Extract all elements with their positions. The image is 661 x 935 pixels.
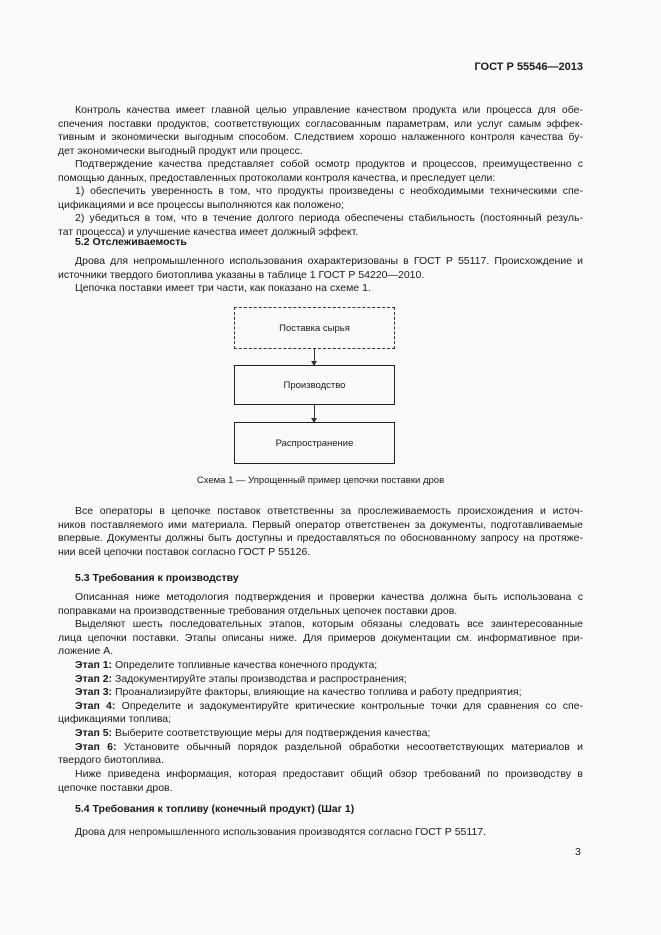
diagram-box-raw-supply	[234, 307, 395, 349]
paragraph	[58, 255, 583, 282]
section-heading-5-2: 5.2 Отслеживаемость	[75, 236, 187, 248]
text-line	[58, 659, 583, 673]
stage-label: Этап 5:	[75, 726, 113, 739]
text-line: 1) обеспечить уверенность в том, что продукты произведены с необходимыми техническими спе-	[75, 185, 583, 197]
text-line	[58, 741, 583, 755]
stage-label: Этап 3:	[75, 686, 113, 699]
arrow-icon	[314, 349, 315, 365]
text-line: Цепочка поставки имеет три части, как показано на схеме 1.	[75, 282, 371, 294]
text-line: Выделяют шесть последовательных этапов, которым обязаны следовать все заинтересованные	[75, 618, 583, 630]
text-line: Все операторы в цепочке поставок ответственны за прослеживаемость происхождения и источ-	[75, 505, 583, 517]
text-line	[58, 700, 583, 714]
text-line: Дрова для непромышленного использования охарактеризованы в ГОСТ Р 55117. Происхождение и	[75, 255, 583, 267]
text-line: 2) убедиться в том, что в течение долгого периода обеспечены стабильность (постоянный резуль-	[75, 212, 583, 224]
text-line: Контроль качества имеет главной целью управление качеством продукта или процесса для обе-	[75, 104, 583, 116]
section-heading-5-3: 5.3 Требования к производству	[75, 572, 239, 584]
stage-text: Выберите соответствующие меры для подтверждения качества;	[114, 726, 431, 739]
paragraph	[58, 158, 583, 185]
stage-label: Этап 6:	[75, 740, 117, 753]
paragraph	[58, 104, 583, 158]
list-item	[58, 185, 583, 212]
text-line: твердого биотоплива.	[58, 754, 164, 767]
page-number: 3	[575, 846, 581, 858]
text-line	[58, 686, 583, 700]
diagram-box-distribution	[234, 422, 395, 464]
diagram-box-production	[234, 365, 395, 405]
text-line: ложение А.	[58, 645, 114, 658]
stage-label: Этап 4:	[75, 699, 116, 712]
text-line: помощью данных, предоставленных протоколами контроля качества, и преследует цели:	[58, 171, 496, 184]
text-line: цепочке поставки дров.	[58, 781, 173, 794]
text-line: впервые. Документы должны быть доступны и предоставляться по обоснованному запросу на протяже-	[58, 532, 583, 545]
box-label: Производство	[283, 379, 346, 391]
text-line: цификациями и все процессы выполняются как положено;	[58, 198, 345, 211]
text-line	[58, 673, 583, 687]
text-line: Дрова для непромышленного использования производятся согласно ГОСТ Р 55117.	[75, 826, 487, 838]
diagram-caption: Схема 1 — Упрощенный пример цепочки поставки дров	[196, 475, 445, 486]
text-line: поправками на производственные требования отдельных цепочек поставки дров.	[58, 604, 458, 617]
text-line: нии всей цепочки поставок согласно ГОСТ Р 55126.	[58, 545, 311, 558]
stage-text: Определите топливные качества конечного продукта;	[114, 659, 378, 671]
stage-text: Задокументируйте этапы производства и распространения;	[114, 672, 407, 685]
text-line	[58, 727, 583, 741]
paragraph	[58, 282, 583, 296]
text-line: спечения поставки продуктов, соответствующих согласованным параметрам, или услуг самым эффек-	[58, 117, 583, 130]
text-line: Подтверждение качества представляет собой осмотр продуктов и процессов, преимущественно с	[75, 158, 583, 170]
stage-text: Проанализируйте факторы, влияющие на качество топлива и работу предприятия;	[114, 686, 522, 699]
text-line: ников поставляемого ими материала. Первый оператор ответственен за документы, подготавливаемые	[58, 518, 583, 531]
stage-item	[58, 741, 583, 768]
text-line: Ниже приведена информация, которая предоставит общий обзор требований по производству в	[75, 768, 583, 780]
stage-text: Определите и задокументируйте критические контрольные точки для сравнения со спе-	[121, 699, 583, 712]
stage-item	[58, 727, 583, 741]
stage-label: Этап 2:	[75, 672, 113, 685]
paragraph	[58, 618, 583, 659]
text-line: лица цепочки поставки. Этапы описаны ниже. Для примеров документации см. информативное при-	[58, 631, 583, 644]
text-line: тат процесса) и улучшение качества имеет должный эффект.	[58, 225, 359, 238]
box-label: Поставка сырья	[279, 322, 350, 334]
text-line: источники твердого биотоплива указаны в таблице 1 ГОСТ Р 54220—2010.	[58, 268, 425, 281]
document-header: ГОСТ Р 55546—2013	[474, 61, 583, 73]
stages-list	[58, 659, 583, 768]
stage-item	[58, 700, 583, 727]
text-line: цификациями топлива;	[58, 713, 172, 726]
text-line: тивным и экономически выгодным способом. Следствием хорошо налаженного контроля качества бу-	[58, 131, 583, 144]
text-line: дет экономически выгодный продукт или процесс.	[58, 144, 303, 157]
stage-item	[58, 673, 583, 687]
paragraph	[58, 505, 583, 559]
stage-item	[58, 686, 583, 700]
stage-item	[58, 659, 583, 673]
text-line: Описанная ниже методология подтверждения и проверки качества должна быть использована с	[75, 591, 583, 603]
paragraph	[58, 768, 583, 795]
stage-text: Установите обычный порядок раздельной обработки несоответствующих материалов и	[123, 740, 583, 753]
section-heading-5-4: 5.4 Требования к топливу (конечный продукт) (Шаг 1)	[75, 803, 355, 815]
box-label: Распространение	[275, 437, 354, 449]
stage-label: Этап 1:	[75, 659, 113, 671]
paragraph	[58, 591, 583, 618]
paragraph	[58, 826, 583, 840]
arrow-icon	[314, 405, 315, 422]
